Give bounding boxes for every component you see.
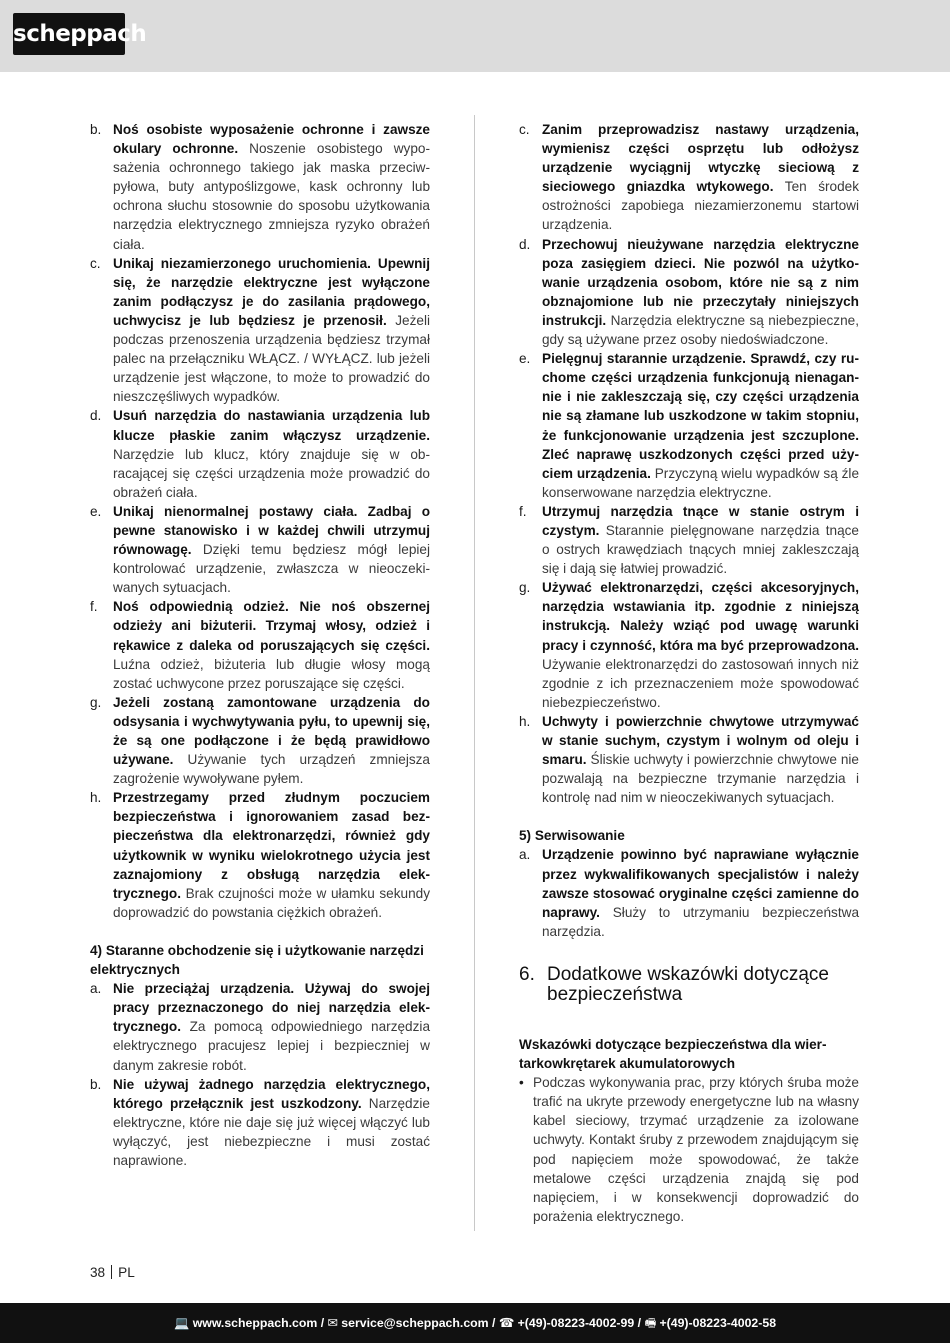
page-language: PL [118, 1265, 135, 1280]
item-normal-text: Narzędzie elektryczne, które nie daje się już więcej włączyć lub wyłączyć, jest niebezpieczne i musi zostać naprawione. [113, 1095, 430, 1168]
bullet-item [519, 1073, 859, 1226]
chapter-number: 6. [519, 963, 535, 985]
footer-website-link[interactable]: www.scheppach.com [192, 1316, 318, 1330]
item-bold-text: Usuń narzędzia do nastawiania urządzenia lub klucze płaskie zanim włączysz urządzenie. [113, 408, 430, 443]
item-normal-text: Narzędzia elektryczne są niebezpieczne, gdy są używane przez osoby niedoświadczone. [542, 312, 859, 348]
page-number [90, 1265, 135, 1280]
list-item [519, 712, 859, 807]
item-normal-text: Ten środek ostrożności zapobiega niezamierzonemu startowi urządzenia. [542, 179, 860, 233]
item-marker: a. [90, 981, 102, 997]
phone-icon: ☎ [498, 1316, 515, 1330]
item-bold-text: Noś odpowiednią odzież. Nie noś obszernej odzieży ani biżuterii. Trzymaj włosy, odzież i rękawice z daleka od poruszających się części. [113, 599, 430, 653]
footer-separator: / [488, 1316, 499, 1330]
item-normal-text: Używanie tych urządzeń zmniejsza zagrożenie wywoływane pyłem. [113, 752, 430, 787]
item-marker: e. [90, 503, 102, 519]
section-5-heading: 5) Serwisowanie [519, 828, 625, 844]
list-item [90, 120, 430, 254]
brand-logo: scheppach [13, 13, 125, 55]
footer-fax: +(49)-08223-4002-58 [659, 1316, 777, 1330]
item-bold-text: Zanim przeprowadzisz nastawy urządzenia, wymienisz części osprzętu lub odłożysz urządzenie wyciągnij wtyczkę sieciową z sieciowego gniazdka wtykowego. [542, 122, 859, 195]
list-item [90, 254, 430, 407]
list-item [90, 502, 430, 597]
list-item [519, 845, 859, 940]
list-item [519, 349, 859, 502]
item-text [113, 979, 430, 1074]
item-text [542, 349, 859, 502]
item-marker: c. [519, 122, 530, 137]
item-bold-text: Urządzenie powinno być naprawiane wyłącznie przez wykwalifikowanych specjalistów i należy zawsze stosować oryginalne części zamienne do naprawy. [542, 847, 859, 920]
item-bold-text: Uchwyty i powierzchnie chwytowe utrzymywać w stanie suchym, czystym i wolnym od oleju i smaru. [542, 713, 859, 768]
mail-icon: ✉ [327, 1316, 338, 1330]
fax-icon: 🖷 [644, 1316, 657, 1330]
item-text [113, 1075, 430, 1170]
item-text [113, 254, 430, 407]
footer-phone: +(49)-08223-4002-99 [517, 1316, 635, 1330]
item-bold-text: Nie używaj żadnego narzędzia elektrycznego, którego przełącznik jest uszkodzony. [113, 1076, 430, 1111]
footer-separator: / [634, 1316, 645, 1330]
item-marker: f. [519, 503, 527, 519]
item-bold-text: Używać elektronarzędzi, części akcesoryjnych, narzędzia wstawiania itp. zgodnie z niniejszą instrukcją. Należy wziąć pod uwagę warunki pracy i czynność, która ma być przeprowadzona. [542, 580, 859, 653]
item-marker: b. [90, 1076, 102, 1092]
item-marker: a. [519, 847, 531, 863]
item-text [113, 788, 430, 922]
item-bold-text: Unikaj niezamierzonego uruchomienia. Upewnij się, że narzędzie elektryczne jest wyłączone zanim podłączysz je do zasilania prądowego, uchwycisz je lub będziesz je przenosił. [113, 255, 430, 328]
item-bold-text: Przechowuj nieużywane narzędzia elektryczne poza zasięgiem dzieci. Nie pozwól na użytkowanie urządzenia osobom, które nie są z nim obznajomione lub nie przeczytały niniejszych instrukcji. [542, 236, 859, 328]
item-text [113, 597, 430, 692]
item-normal-text: Narzędzie lub klucz, który znajduje się w obracającej się części urządzenia może prowadzić do obrażeń ciała. [113, 446, 430, 500]
item-marker: c. [90, 255, 101, 271]
footer-bar [0, 1303, 950, 1343]
item-marker: b. [90, 122, 102, 137]
item-bold-text: Jeżeli zostaną zamontowane urządzenia do odsysania i wychwytywania pyłu, to upewnij się, że są one podłączone i że będą prawidłowo używane. [113, 694, 430, 768]
item-normal-text: Jeżeli podczas przenoszenia urządzenia będziesz trzymał palec na przełączniku WŁĄCZ. / WYŁĄCZ. lub jeżeli urządzenie jest włączone, to może to prowadzić do nieszczęśliwych wypadków. [113, 312, 431, 405]
item-normal-text: Używanie elektronarzędzi do zastosowań innych niż zgodnie z ich przeznaczeniem może spowodować niebezpieczeństwo. [542, 656, 859, 710]
list-item [90, 1075, 430, 1170]
item-bold-text: Unikaj nienormalnej postawy ciała. Zadbaj o pewne stanowisko i w każdej chwili utrzymuj równowagę. [113, 503, 430, 558]
item-text [542, 712, 859, 807]
list-item [90, 693, 430, 788]
item-marker: h. [519, 713, 531, 729]
item-text [542, 502, 859, 578]
item-text [542, 120, 859, 235]
chapter-title: Dodatkowe wskazówki dotyczące bezpieczeństwa [547, 963, 829, 1005]
item-normal-text: Śliskie uchwyty i powierzchnie chwytowe nie pozwalają na bezpieczne trzymanie narzędzia i kontrolę nad nim w nieoczekiwanych sytuacjach. [542, 752, 859, 806]
column-divider [474, 115, 475, 1231]
section-4-item-list [90, 979, 430, 1170]
bullet-text: Podczas wykonywania prac, przy których śruba może trafić na ukryte przewody energetyczne lub na własny kabel sieciowy, trzymać urządzenie za izolowane uchwyty. Kontakt śruby z przewodem znajdującym się pod napięciem może spowodować, że także metalowe części urządzenia znajdą się pod napięciem, i w konsekwencji doprowadzić do porażenia elektrycznego. [533, 1075, 859, 1224]
left-column [90, 120, 430, 1170]
item-marker: e. [519, 351, 531, 367]
item-normal-text: Dzięki temu będziesz mógł lepiej kontrolować urządzenie, zwłaszcza w nieoczekiwanych sytuacjach. [113, 542, 430, 596]
item-marker: f. [90, 599, 98, 615]
list-item [519, 235, 859, 350]
item-normal-text: Przyczyną wielu wypadków są źle konserwowane narzędzia elektryczne. [542, 465, 860, 500]
item-marker: d. [90, 408, 102, 424]
list-item [90, 788, 430, 922]
page-number-divider [111, 1265, 112, 1279]
section-4-heading: 4) Staranne obchodzenie się i użytkowanie narzędzi elektrycznych [90, 942, 424, 978]
list-item [90, 597, 430, 692]
list-item [519, 502, 859, 578]
item-normal-text: Starannie pielęgnowane narzędzia tnące o ostrych krawędziach tnących mniej zakleszczają się i dają się łatwiej prowadzić. [542, 522, 859, 577]
item-normal-text: Luźna odzież, biżuteria lub długie włosy mogą zostać uchwycone przez poruszające się części. [113, 656, 430, 691]
header-bar [0, 0, 950, 72]
item-bold-text: Utrzymuj narzędzia tnące w stanie ostrym i czystym. [542, 503, 859, 538]
item-normal-text: Służy to utrzymaniu bezpieczeństwa narzędzia. [542, 904, 859, 939]
list-item [90, 979, 430, 1074]
list-item [519, 120, 859, 235]
item-text [113, 502, 430, 597]
page-number-value: 38 [90, 1265, 106, 1280]
left-item-list [90, 120, 430, 922]
item-marker: g. [90, 694, 102, 710]
item-marker: d. [519, 236, 531, 252]
right-column [519, 120, 859, 1226]
item-text [542, 578, 859, 712]
list-item [90, 406, 430, 501]
item-bold-text: Nie przeciążaj urządzenia. Używaj do swojej pracy przeznaczonego do niej narzędzia elektrycznego. [113, 981, 430, 1035]
footer-separator: / [317, 1316, 328, 1330]
item-normal-text: Brak czujności może w ułamku sekundy doprowadzić do powstania ciężkich obrażeń. [113, 885, 430, 920]
item-text [113, 406, 430, 501]
section-5-item-list [519, 845, 859, 940]
item-bold-text: Noś osobiste wyposażenie ochronne i zawsze okulary ochronne. [113, 122, 430, 157]
item-normal-text: Noszenie osobistego wyposażenia ochronnego takiego jak maska przeciwpyłowa, buty antypoślizgowe, kask ochronny lub ochrona słuchu stosownie do sposobu użytkowania narzędzia elektrycznego zmniejsza ryzyko obrażeń ciała. [113, 141, 430, 252]
sub-heading: Wskazówki dotyczące bezpieczeństwa dla wiertarkowkrętarek akumulatorowych [519, 1036, 827, 1072]
list-item [519, 578, 859, 712]
footer-email-link[interactable]: service@scheppach.com [341, 1316, 489, 1330]
item-text [113, 693, 430, 788]
item-bold-text: Przestrzegamy przed złudnym poczuciem bezpieczeństwa i ignorowaniem zasad bezpieczeństwa dla elektronarzędzi, również gdy użytkownik w wyniku wielokrotnego użycia jest zaznajomiony z obsługą narzędzia elektrycznego. [113, 790, 430, 901]
item-text [542, 235, 859, 350]
bullet-marker: • [519, 1075, 524, 1091]
chapter-heading [519, 965, 859, 1005]
item-marker: g. [519, 580, 531, 596]
right-item-list [519, 120, 859, 807]
item-text [113, 120, 430, 254]
computer-icon: 💻 [173, 1316, 190, 1330]
item-bold-text: Pielęgnuj starannie urządzenie. Sprawdź, czy ruchome części urządzenia funkcjonują nienagannie i nie zakleszczają się, czy części urządzenia nie są złamane lub uszkodzone w takim stopniu, że funkcjonowanie urządzenia jest szczuplone. Zleć naprawę uszkodzonych części przed użyciem urządzenia. [542, 351, 859, 481]
item-normal-text: Za pomocą odpowiedniego narzędzia elektrycznego pracujesz lepiej i bezpieczniej w danym zakresie robót. [113, 1019, 430, 1073]
item-text [542, 845, 859, 940]
item-marker: h. [90, 790, 102, 806]
